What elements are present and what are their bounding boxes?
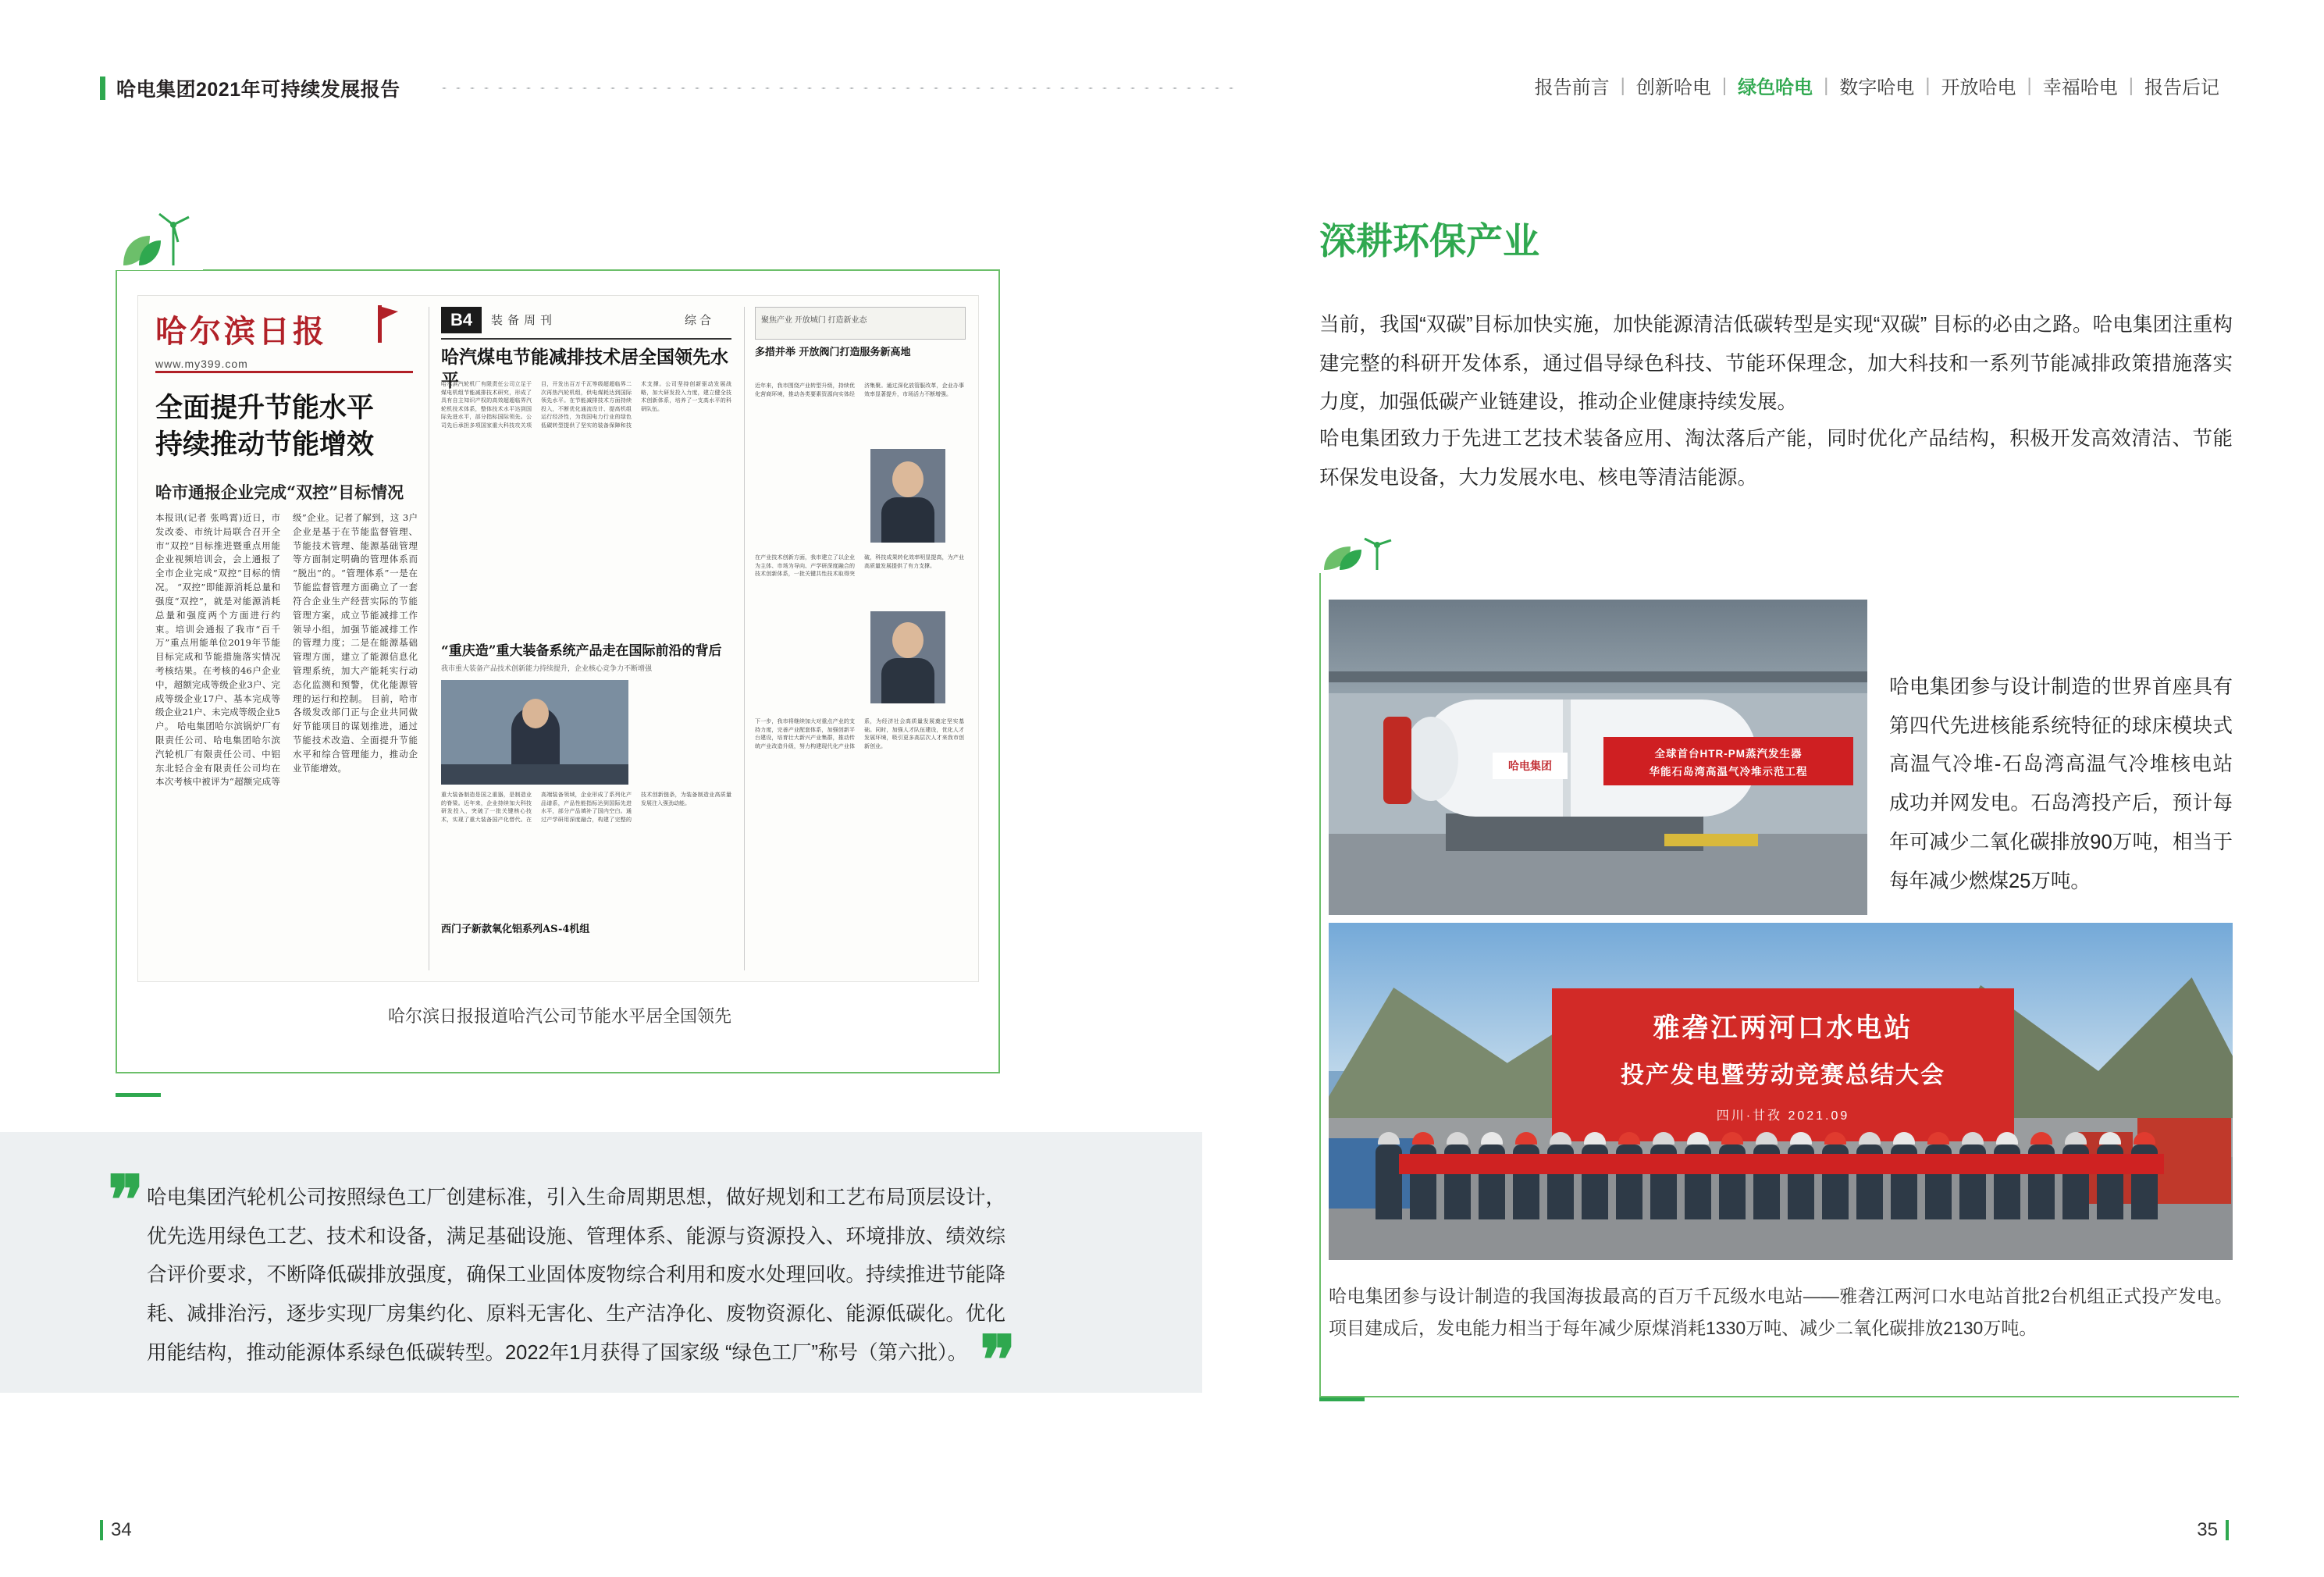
photo2-banner-line-2: 投产发电暨劳动竞赛总结大会 bbox=[1621, 1063, 1945, 1088]
center-subhead-2: 我市重大装备产品技术创新能力持续提升，企业核心竞争力不断增强 bbox=[441, 664, 653, 672]
section-label-2: 综合 bbox=[685, 314, 715, 327]
newspaper-name: 哈尔滨日报 bbox=[155, 313, 327, 350]
newspaper-headline bbox=[155, 390, 413, 464]
header-accent-bar bbox=[100, 77, 105, 100]
right-col-headline: 多措并举 开放阀门打造服务新高地 bbox=[755, 347, 911, 358]
newspaper-clipping bbox=[137, 295, 979, 982]
page-number-tick-right bbox=[2226, 1520, 2229, 1540]
nav-separator: | bbox=[1721, 74, 1728, 96]
quote-text: 哈电集团汽轮机公司按照绿色工厂创建标准，引入生命周期思想，做好规划和工艺布局顶层设计，优先选用绿色工艺、技术和设备，满足基础设施、管理体系、能源与资源投入、环境排放、绩效综合评价要求，不断降低碳排放强度，确保工业固体废物综合利用和废水处理回收。持续推进节能降耗、减排治污，逐步实现厂房集约化、原料无害化、生产洁净化、废物资源化、能源低碳化。优化用能结构，推动能源体系绿色低碳转型。2022年1月获得了国家级 “绿色工厂”称号（第六批）。 bbox=[147, 1187, 1005, 1364]
photo2-banner-line-3: 四川·甘孜 2021.09 bbox=[1716, 1109, 1850, 1123]
nav-separator: | bbox=[1925, 74, 1931, 96]
right-col-box-text: 聚焦产业 开放城门 打造新业态 bbox=[761, 316, 867, 325]
leaf-windmill-icon bbox=[116, 205, 203, 270]
right-col-body-3: 下一步，我市将继续加大对重点产业的支持力度，完善产业配套体系，加强创新平台建设，培育壮大新兴产业集群，推动传统产业改造升级，努力构建现代化产业体系，为经济社会高质量发展奠定坚实基础。同时，加强人才队伍建设，优化人才发展环境，吸引更多高层次人才来我市创新创业。 bbox=[755, 718, 964, 749]
newspaper-subhead: 哈市通报企业完成“双控”目标情况 bbox=[155, 482, 404, 502]
newspaper-masthead bbox=[155, 307, 413, 370]
header-dotted-divider bbox=[437, 86, 1233, 91]
body-col-1: 本报讯(记者 张鸣霄)近日，市发改委、市统计局联合召开全市“双控”目标推进暨重点用能企业视频培训会，会上通报了全市企业完成“双控”目标的情况。 “双控”即能源消耗总量和强度“双控”，就是对能源消耗总量和强度两个方面进行约束。培训会通报了我市“百千万”重点用能单位2019年节能目标完成和节能措施落实情况考核结果。在考核的46户企业中，超额完成等级企业3户、完成等级企业17户、基本完成等级企业21户、未完成等级企业5户。 哈电集团哈尔滨锅炉厂有限责任公司、哈电集团哈尔滨汽轮机厂有限责任公司、中铝东北轻合金有限责任公司均在本次考核中被评为“超额完成等级”企业。记者了解到，这 bbox=[155, 512, 400, 788]
page-flag: B4 bbox=[441, 307, 482, 333]
section-nav bbox=[1524, 72, 2230, 99]
center-headline: 哈汽煤电节能减排技术居全国领先水平 bbox=[441, 347, 728, 391]
right-paragraph-2: 哈电集团致力于先进工艺技术装备应用、淘汰落后产能，同时优化产品结构，积极开发高效清洁、节能环保发电设备，大力发展水电、核电等清洁能源。 bbox=[1319, 428, 2233, 489]
center-body: 哈尔滨汽轮机厂有限责任公司立足于煤电机组节能减排技术研究，形成了具有自主知识产权的高效超超临界汽轮机技术体系，整体技术水平达到国际先进水平，部分指标国际领先。公司先后承担多项国家重大科技攻关项目，开发出百万千瓦等级超超临界二次再热汽轮机组，供电煤耗达到国际领先水平。在节能减排技术方面持续投入，不断优化通流设计、提高机组运行经济性，为我国电力行业的绿色低碳转型提供了坚实的装备保障和技术支撑。公司坚持创新驱动发展战略，加大研发投入力度，建立健全技术创新体系，培养了一支高水平的科研队伍。 bbox=[441, 381, 731, 429]
report-title: 哈电集团2021年可持续发展报告 bbox=[116, 79, 400, 101]
page-title: 深耕环保产业 bbox=[1319, 220, 1539, 262]
body-col-2: 3户企业是基于在节能监督管理、节能技术管理、能源基础管理等方面制定明确的管理体系而“脱出”的。“管理体系”一是在节能监督管理方面确立了一套符合企业生产经营实际的节能管理方案，成立节能减排工作领导小组，加强节能减排工作的管理力度；二是在能源基础管理方面，建立了能源信息化管理系统，加大产能耗实行动态化监测和预警，优化能源管理的运行和控制。 目前，哈市各级发改部门正与企业共同做好节能项目的谋划推进，通过节能技术改造、全面提升节能水平和综合管理能力，推动企业节能增效。 bbox=[293, 512, 418, 774]
photo1-banner bbox=[1603, 737, 1853, 785]
section-label: 装备周刊 bbox=[491, 314, 557, 327]
left-frame-accent bbox=[116, 1093, 161, 1097]
photo-nuclear-steam-generator bbox=[1329, 600, 1867, 915]
quote-close-icon: ❞ bbox=[980, 1321, 1016, 1400]
photo1-company-logo: 哈电集团 bbox=[1493, 753, 1568, 779]
center-body-2: 重大装备制造是国之重器，是制造业的脊梁。近年来，企业持续加大科技研发投入，突破了一批关键核心技术，实现了重大装备国产化替代。在高端装备领域，企业形成了系列化产品谱系，产品性能指标达到国际先进水平，部分产品填补了国内空白。通过产学研用深度融合，构建了完整的技术创新链条，为装备制造业高质量发展注入强劲动能。 bbox=[441, 792, 731, 823]
nav-item-happy[interactable]: 幸福哈电 bbox=[2042, 77, 2118, 98]
section-rule bbox=[441, 338, 731, 340]
nav-item-innovation[interactable]: 创新哈电 bbox=[1635, 77, 1711, 98]
page-number-tick-left bbox=[100, 1520, 103, 1540]
column-divider-2 bbox=[744, 307, 745, 970]
nav-item-preface[interactable]: 报告前言 bbox=[1534, 77, 1610, 98]
right-figure-caption: 哈电集团参与设计制造的我国海拔最高的百万千瓦级水电站——雅砻江两河口水电站首批2台机组正式投产发电。项目建成后，发电能力相当于每年减少原煤消耗1330万吨、减少二氧化碳排放2130万吨。 bbox=[1329, 1286, 2233, 1339]
right-side-text: 哈电集团参与设计制造的世界首座具有第四代先进核能系统特征的球床模块式高温气冷堆-石岛湾高温气冷堆核电站成功并网发电。石岛湾投产后，预计每年可减少二氧化碳排放90万吨，相当于每年减少燃煤25万吨。 bbox=[1889, 676, 2233, 892]
page-number-left: 34 bbox=[111, 1519, 132, 1540]
newspaper-photo-speaker bbox=[441, 680, 628, 785]
newspaper-url: www.my399.com bbox=[155, 358, 248, 370]
headline-line-1: 全面提升节能水平 bbox=[155, 392, 375, 424]
masthead-rule bbox=[155, 371, 413, 373]
right-frame-accent bbox=[1319, 1397, 1365, 1401]
newspaper-body-left bbox=[155, 511, 418, 964]
left-figure-caption: 哈尔滨日报报道哈汽公司节能水平居全国领先 bbox=[388, 1006, 732, 1026]
nav-item-postscript[interactable]: 报告后记 bbox=[2144, 77, 2219, 98]
newspaper-portrait-2 bbox=[870, 611, 945, 703]
photo1-banner-line-2: 华能石岛湾高温气冷堆示范工程 bbox=[1649, 765, 1808, 778]
footer-right bbox=[2197, 1519, 2229, 1541]
leaf-windmill-icon-right bbox=[1319, 537, 1407, 573]
nav-separator: | bbox=[1620, 74, 1625, 96]
headline-line-2: 持续推动节能增效 bbox=[155, 429, 375, 461]
header-left bbox=[100, 74, 400, 102]
photo-hydropower-ceremony bbox=[1329, 923, 2233, 1260]
photo1-banner-line-1: 全球首台HTR-PM蒸汽发生器 bbox=[1654, 747, 1803, 760]
footer-left bbox=[100, 1519, 132, 1541]
quote-open-icon: ❞ bbox=[108, 1161, 144, 1240]
center-headline-3: 西门子新款氧化铝系列AS-4机组 bbox=[441, 924, 590, 935]
right-paragraph-1: 当前，我国“双碳”目标加快实施，加快能源清洁低碳转型是实现“双碳” 目标的必由之路。哈电集团注重构建完整的科研开发体系，通过倡导绿色科技、节能环保理念，加大科技和一系列节能减排政策措施落实力度，加强低碳产业链建设，推动企业健康持续发展。 bbox=[1319, 314, 2233, 414]
nav-item-open[interactable]: 开放哈电 bbox=[1941, 77, 2016, 98]
nav-separator: | bbox=[2027, 74, 2032, 96]
newspaper-flag-icon bbox=[362, 304, 400, 344]
right-col-body-2: 在产业技术创新方面，我市建立了以企业为主体、市场为导向、产学研深度融合的技术创新体系，一批关键共性技术取得突破，科技成果转化效率明显提高，为产业高质量发展提供了有力支撑。 bbox=[755, 554, 964, 577]
page-number-right: 35 bbox=[2197, 1519, 2218, 1540]
nav-separator: | bbox=[2128, 74, 2134, 96]
photo2-banner-line-1: 雅砻江两河口水电站 bbox=[1653, 1013, 1913, 1043]
nav-item-digital[interactable]: 数字哈电 bbox=[1839, 77, 1915, 98]
center-headline-2: “重庆造”重大装备系统产品走在国际前沿的背后 bbox=[441, 643, 722, 659]
newspaper-portrait-1 bbox=[870, 449, 945, 543]
nav-item-green[interactable]: 绿色哈电 bbox=[1738, 77, 1813, 98]
nav-separator: | bbox=[1824, 74, 1829, 96]
right-col-body: 近年来，我市围绕产业转型升级，持续优化营商环境，推动各类要素资源向实体经济集聚。通过深化放管服改革，企业办事效率显著提升，市场活力不断增强。 bbox=[755, 383, 964, 397]
